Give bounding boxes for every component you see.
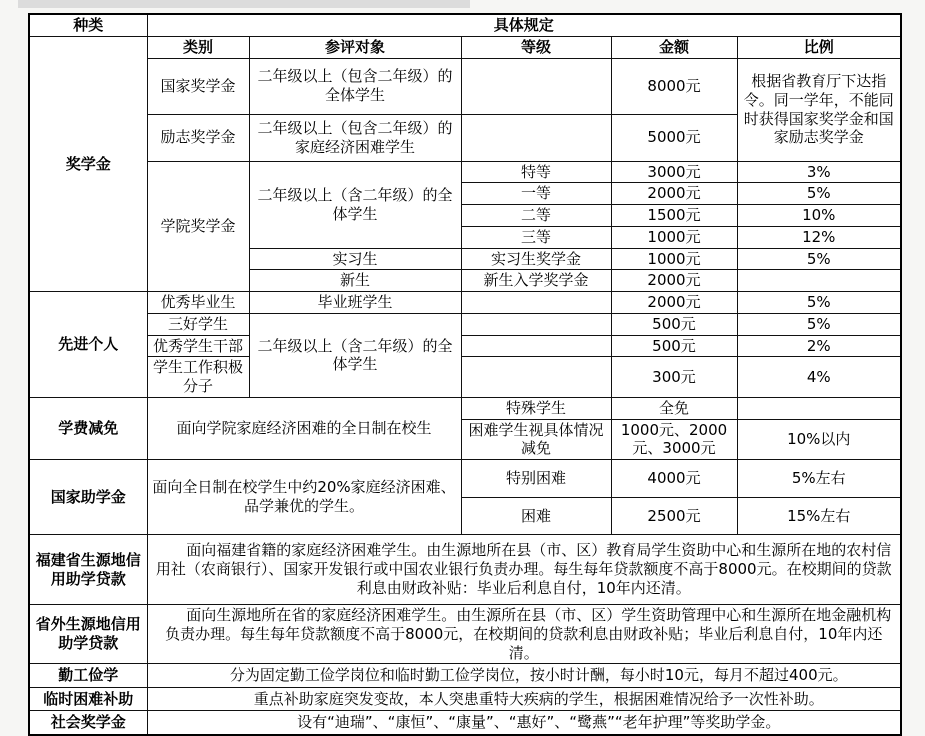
cell-national-category: 国家奖学金 xyxy=(147,58,249,114)
section-label-fujian-loan: 福建省生源地信用助学贷款 xyxy=(29,535,147,605)
cell-college-grade-0-amount: 3000元 xyxy=(611,161,737,183)
cell-national-amount: 8000元 xyxy=(611,58,737,114)
cell-graduate-level-empty xyxy=(461,292,611,314)
cell-college-grade-1-level: 一等 xyxy=(461,183,611,205)
cell-advanced-1-ratio: 2% xyxy=(737,335,901,357)
section-label-national-grant: 国家助学金 xyxy=(29,460,147,535)
cell-intern-ratio: 5% xyxy=(737,248,901,270)
cell-grant-special-level: 特别困难 xyxy=(461,460,611,498)
cell-fujian-loan-text: 面向福建省籍的家庭经济困难学生。由生源地所在县（市、区）教育局学生资助中心和生源所在地的农村信用社（农商银行）、国家开发银行或中国农业银行负责办理。每生每年贷款额度不高于8000元。在校期间的贷款利息由财政补贴：毕业后利息自付，10年内还清。 xyxy=(147,535,901,605)
cell-social-text: 设有“迪瑞”、“康恒”、“康量”、“惠好”、“鹭燕”“老年护理”等奖助学金。 xyxy=(147,711,901,735)
cell-intern-amount: 1000元 xyxy=(611,248,737,270)
cell-freshman-amount: 2000元 xyxy=(611,270,737,292)
cell-freshman-ratio-empty xyxy=(737,270,901,292)
cell-national-level-empty xyxy=(461,58,611,114)
cell-college-grade-1-ratio: 5% xyxy=(737,183,901,205)
cell-advanced-2-category: 学生工作积极分子 xyxy=(147,357,249,398)
cell-advanced-regular-target: 二年级以上（含二年级）的全体学生 xyxy=(249,313,461,397)
cell-tuition-special-amount: 全免 xyxy=(611,397,737,419)
cell-tuition-difficulty-amount: 1000元、2000元、3000元 xyxy=(611,419,737,460)
cell-college-grade-2-level: 二等 xyxy=(461,205,611,227)
header-cell-type: 种类 xyxy=(29,14,147,36)
cell-college-grade-0-ratio: 3% xyxy=(737,161,901,183)
colhead-amount: 金额 xyxy=(611,36,737,58)
cell-grant-difficult-level: 困难 xyxy=(461,498,611,535)
cell-inspirational-target: 二年级以上（包含二年级）的家庭经济困难学生 xyxy=(249,114,461,161)
cell-national-target: 二年级以上（包含二年级）的全体学生 xyxy=(249,58,461,114)
cell-college-category: 学院奖学金 xyxy=(147,161,249,292)
cell-college-grade-2-ratio: 10% xyxy=(737,205,901,227)
section-label-scholarship: 奖学金 xyxy=(29,36,147,291)
cell-advanced-0-category: 三好学生 xyxy=(147,313,249,335)
section-label-temp-aid: 临时困难补助 xyxy=(29,688,147,711)
cell-college-grade-2-amount: 1500元 xyxy=(611,205,737,227)
cell-grant-target: 面向全日制在校学生中约20%家庭经济困难、品学兼优的学生。 xyxy=(147,460,461,535)
section-label-work-study: 勤工俭学 xyxy=(29,664,147,688)
cell-graduate-ratio: 5% xyxy=(737,292,901,314)
cell-advanced-1-level-empty xyxy=(461,335,611,357)
cell-college-grade-3-amount: 1000元 xyxy=(611,226,737,248)
cell-tuition-target: 面向学院家庭经济困难的全日制在校生 xyxy=(147,397,461,459)
cell-tuition-difficulty-level: 困难学生视具体情况减免 xyxy=(461,419,611,460)
section-label-advanced: 先进个人 xyxy=(29,292,147,398)
cell-advanced-2-amount: 300元 xyxy=(611,357,737,398)
cell-graduate-target: 毕业班学生 xyxy=(249,292,461,314)
cell-freshman-level: 新生入学奖学金 xyxy=(461,270,611,292)
cell-advanced-0-level-empty xyxy=(461,313,611,335)
colhead-level: 等级 xyxy=(461,36,611,58)
cell-advanced-0-ratio: 5% xyxy=(737,313,901,335)
cell-grant-difficult-ratio: 15%左右 xyxy=(737,498,901,535)
cell-grant-special-amount: 4000元 xyxy=(611,460,737,498)
cell-college-grade-0-level: 特等 xyxy=(461,161,611,183)
cell-freshman-target: 新生 xyxy=(249,270,461,292)
top-edge-strip xyxy=(18,0,470,8)
cell-other-loan-text: 面向生源地所在省的家庭经济困难学生。由生源所在县（市、区）学生资助管理中心和生源所在地金融机构负责办理。每生每年贷款额度不高于8000元，在校期间的贷款利息由财政补贴；毕业后利息自付，10年内还清。 xyxy=(147,605,901,664)
cell-work-study-text: 分为固定勤工俭学岗位和临时勤工俭学岗位，按小时计酬，每小时10元，每月不超过400元。 xyxy=(147,664,901,688)
cell-tuition-difficulty-ratio: 10%以内 xyxy=(737,419,901,460)
cell-college-grade-3-ratio: 12% xyxy=(737,226,901,248)
cell-graduate-amount: 2000元 xyxy=(611,292,737,314)
header-cell-rules: 具体规定 xyxy=(147,14,901,36)
cell-grant-difficult-amount: 2500元 xyxy=(611,498,737,535)
cell-advanced-0-amount: 500元 xyxy=(611,313,737,335)
aid-policy-table xyxy=(28,13,902,736)
cell-advanced-2-ratio: 4% xyxy=(737,357,901,398)
cell-college-regular-target: 二年级以上（含二年级）的全体学生 xyxy=(249,161,461,248)
cell-advanced-1-category: 优秀学生干部 xyxy=(147,335,249,357)
section-label-tuition-waiver: 学费减免 xyxy=(29,397,147,459)
cell-scholarship-note: 根据省教育厅下达指令。同一学年，不能同时获得国家奖学金和国家励志奖学金 xyxy=(737,58,901,161)
colhead-category: 类别 xyxy=(147,36,249,58)
cell-intern-level: 实习生奖学金 xyxy=(461,248,611,270)
colhead-target: 参评对象 xyxy=(249,36,461,58)
cell-temp-aid-text: 重点补助家庭突发变故，本人突患重特大疾病的学生，根据困难情况给予一次性补助。 xyxy=(147,688,901,711)
cell-intern-target: 实习生 xyxy=(249,248,461,270)
cell-college-grade-3-level: 三等 xyxy=(461,226,611,248)
cell-advanced-1-amount: 500元 xyxy=(611,335,737,357)
cell-inspirational-amount: 5000元 xyxy=(611,114,737,161)
section-label-social: 社会奖学金 xyxy=(29,711,147,735)
cell-inspirational-category: 励志奖学金 xyxy=(147,114,249,161)
cell-tuition-special-ratio-empty xyxy=(737,397,901,419)
cell-college-grade-1-amount: 2000元 xyxy=(611,183,737,205)
cell-graduate-category: 优秀毕业生 xyxy=(147,292,249,314)
colhead-ratio: 比例 xyxy=(737,36,901,58)
cell-tuition-special-level: 特殊学生 xyxy=(461,397,611,419)
cell-inspirational-level-empty xyxy=(461,114,611,161)
cell-advanced-2-level-empty xyxy=(461,357,611,398)
section-label-other-loan: 省外生源地信用助学贷款 xyxy=(29,605,147,664)
cell-grant-special-ratio: 5%左右 xyxy=(737,460,901,498)
